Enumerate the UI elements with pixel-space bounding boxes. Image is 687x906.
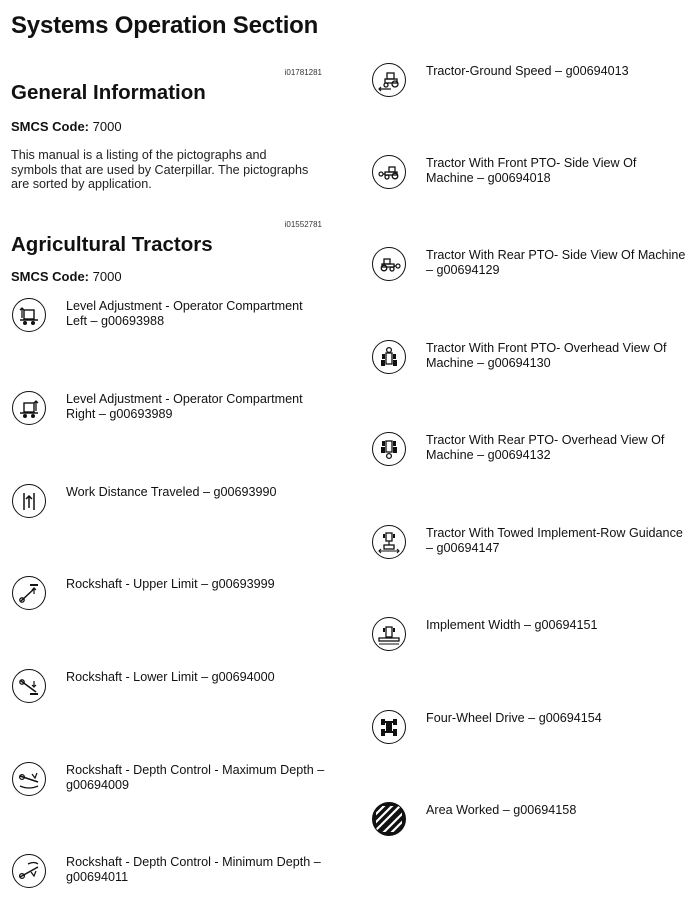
- entry-label: Tractor With Towed Implement-Row Guidance: [426, 526, 683, 540]
- entry-sep: –: [555, 64, 563, 78]
- entry-caption: [66, 392, 326, 422]
- entry-label: Level Adjustment - Operator Compartment Right: [66, 392, 303, 421]
- general-heading: General Information: [11, 81, 206, 104]
- four-wheel-drive-icon: [372, 710, 406, 744]
- entry-code: g00694132: [487, 447, 551, 462]
- pictograph-entry: [372, 63, 686, 97]
- entry-label: Tractor-Ground Speed: [426, 64, 552, 78]
- entry-label: Tractor With Front PTO- Overhead View Of Machine: [426, 341, 667, 370]
- entry-caption: [426, 156, 686, 186]
- entry-caption: [426, 711, 686, 726]
- entry-caption: [66, 763, 326, 793]
- rockshaft-upper-icon: [12, 576, 46, 610]
- entry-caption: [66, 855, 326, 885]
- entry-label: Level Adjustment - Operator Compartment Left: [66, 299, 303, 328]
- pictograph-entry: [372, 802, 686, 836]
- pictograph-entry: [12, 762, 326, 796]
- entry-sep: –: [477, 355, 485, 370]
- level-left-icon: [12, 298, 46, 332]
- pictograph-entry: [12, 391, 326, 425]
- front-pto-side-icon: [372, 155, 406, 189]
- entry-sep: –: [502, 803, 510, 817]
- entry-sep: –: [202, 485, 210, 499]
- entry-caption: [66, 299, 326, 329]
- entry-label: Rockshaft - Depth Control - Maximum Depth: [66, 763, 314, 777]
- pictograph-entry: [12, 298, 326, 332]
- entry-caption: [426, 433, 686, 463]
- general-paragraph: This manual is a listing of the pictographs and symbols that are used by Caterpillar. The pictographs are sorted by application.: [11, 148, 309, 192]
- entry-label: Rockshaft - Depth Control - Minimum Depth: [66, 855, 311, 869]
- entry-caption: [66, 485, 326, 500]
- entry-code: g00694009: [66, 777, 130, 792]
- agricultural-smcs: [11, 269, 122, 284]
- entry-caption: [426, 618, 686, 633]
- implement-width-icon: [372, 617, 406, 651]
- entry-label: Four-Wheel Drive: [426, 711, 525, 725]
- entry-label: Area Worked: [426, 803, 500, 817]
- front-pto-overhead-icon: [372, 340, 406, 374]
- rear-pto-side-icon: [372, 247, 406, 281]
- entry-code: g00694147: [436, 540, 500, 555]
- entry-caption: [426, 64, 686, 79]
- rear-pto-overhead-icon: [372, 432, 406, 466]
- smcs-label: SMCS Code:: [11, 269, 89, 284]
- page-title: Systems Operation Section: [11, 12, 319, 39]
- smcs-value: 7000: [92, 119, 122, 134]
- agricultural-heading: Agricultural Tractors: [11, 233, 213, 256]
- pictograph-entry: [372, 525, 686, 559]
- entry-code: g00693988: [101, 313, 165, 328]
- entry-sep: –: [426, 262, 434, 277]
- pictograph-entry: [372, 247, 686, 281]
- pictograph-entry: [372, 155, 686, 189]
- entry-caption: [426, 248, 686, 278]
- entry-sep: –: [528, 711, 536, 725]
- level-right-icon: [12, 391, 46, 425]
- entry-label: Tractor With Front PTO- Side View Of Machine: [426, 156, 637, 185]
- ground-speed-icon: [372, 63, 406, 97]
- entry-code: g00693999: [211, 577, 275, 591]
- entry-caption: [66, 670, 326, 685]
- entry-label: Work Distance Traveled: [66, 485, 200, 499]
- entry-code: g00694154: [538, 711, 602, 725]
- pictograph-entry: [372, 432, 686, 466]
- pictograph-entry: [372, 617, 686, 651]
- depth-max-icon: [12, 762, 46, 796]
- entry-label: Rockshaft - Lower Limit: [66, 670, 198, 684]
- area-worked-icon: [372, 802, 406, 836]
- entry-label: Implement Width: [426, 618, 521, 632]
- entry-caption: [426, 803, 686, 818]
- pictograph-entry: [12, 854, 326, 888]
- entry-code: g00694018: [487, 170, 551, 185]
- entry-sep: –: [90, 313, 98, 328]
- entry-sep: –: [313, 855, 321, 869]
- entry-sep: –: [98, 406, 106, 421]
- entry-code: g00694158: [513, 803, 577, 817]
- doc-id-general: i01781281: [284, 68, 322, 77]
- depth-min-icon: [12, 854, 46, 888]
- entry-sep: –: [426, 540, 434, 555]
- entry-code: g00693990: [213, 485, 277, 499]
- entry-code: g00694130: [487, 355, 551, 370]
- rockshaft-lower-icon: [12, 669, 46, 703]
- doc-id-agricultural: i01552781: [284, 220, 322, 229]
- entry-sep: –: [477, 170, 485, 185]
- entry-label: Rockshaft - Upper Limit: [66, 577, 198, 591]
- pictograph-entry: [372, 710, 686, 744]
- smcs-value: 7000: [92, 269, 122, 284]
- entry-code: g00694011: [66, 869, 129, 884]
- entry-sep: –: [523, 618, 531, 632]
- entry-code: g00694151: [534, 618, 598, 632]
- pictograph-entry: [372, 340, 686, 374]
- entry-code: g00694013: [565, 64, 629, 78]
- entry-sep: –: [317, 763, 325, 777]
- entry-sep: –: [477, 447, 485, 462]
- pictograph-entry: [12, 669, 326, 703]
- entry-code: g00693989: [109, 406, 173, 421]
- entry-caption: [426, 341, 686, 371]
- entry-sep: –: [201, 670, 209, 684]
- entry-code: g00694000: [211, 670, 275, 684]
- entry-label: Tractor With Rear PTO- Side View Of Machine: [426, 248, 686, 262]
- entry-label: Tractor With Rear PTO- Overhead View Of Machine: [426, 433, 665, 462]
- pictograph-entry: [12, 576, 326, 610]
- entry-caption: [66, 577, 326, 592]
- general-smcs: [11, 119, 122, 134]
- pictograph-entry: [12, 484, 326, 518]
- entry-code: g00694129: [436, 262, 500, 277]
- entry-sep: –: [201, 577, 209, 591]
- entry-caption: [426, 526, 686, 556]
- distance-icon: [12, 484, 46, 518]
- row-guidance-icon: [372, 525, 406, 559]
- smcs-label: SMCS Code:: [11, 119, 89, 134]
